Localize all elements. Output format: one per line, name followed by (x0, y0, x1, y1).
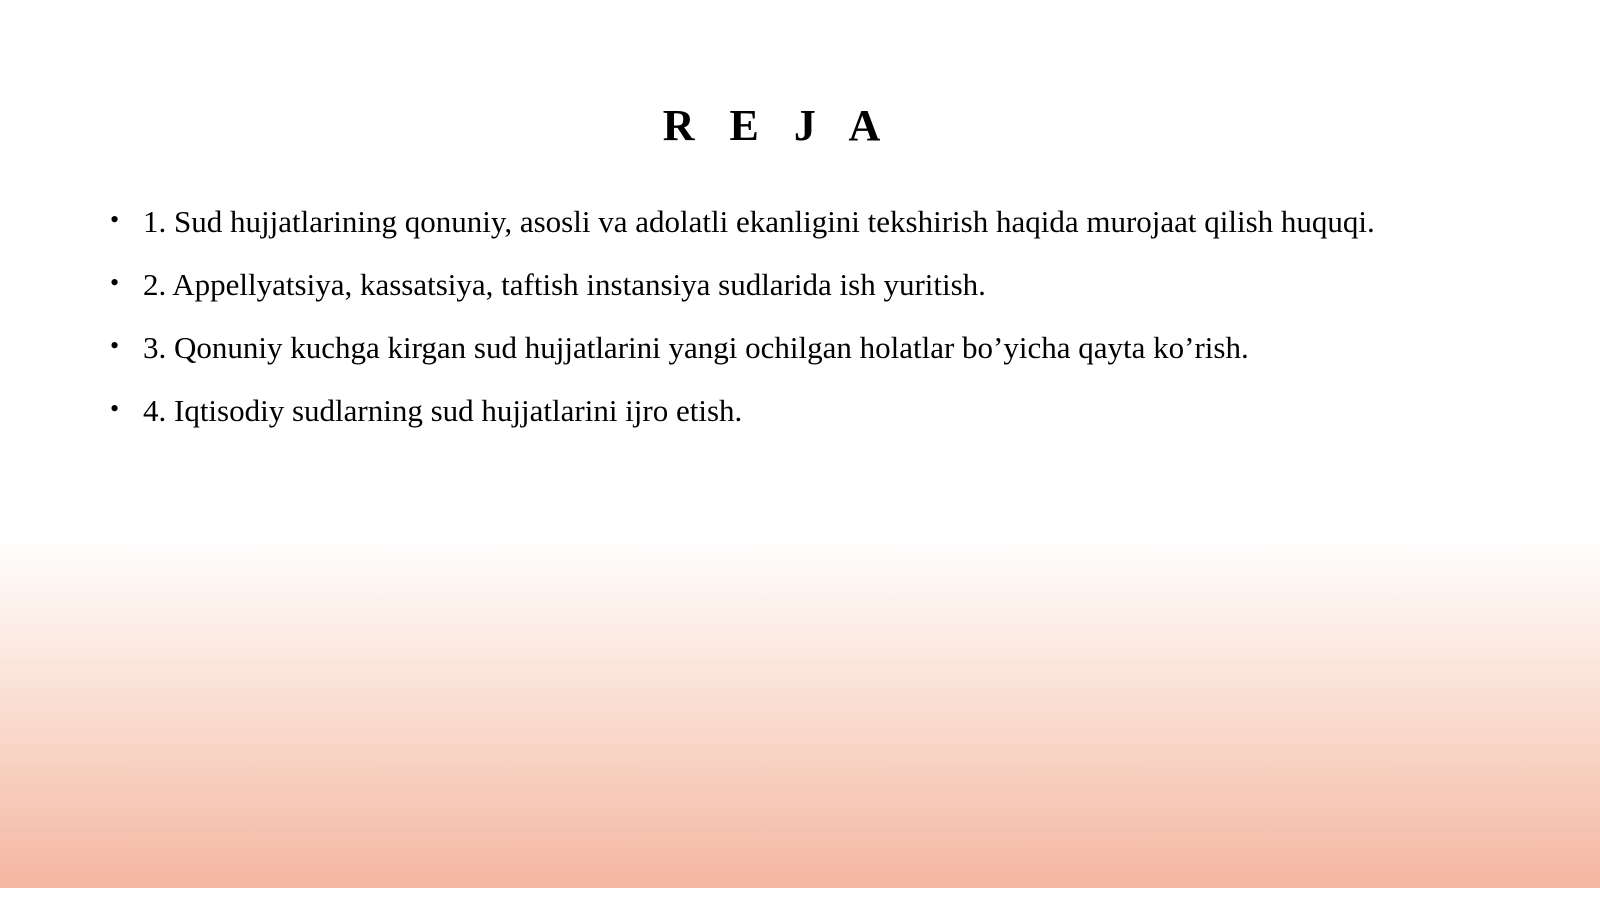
bullet-icon: • (110, 268, 120, 297)
list-item (110, 261, 1410, 309)
bullet-icon: • (110, 331, 120, 360)
list-item-text: 4. Iqtisodiy sudlarning sud hujjatlarini ijro etish. (143, 393, 743, 428)
plan-list (110, 198, 1410, 450)
list-item (110, 324, 1410, 372)
bottom-band (0, 888, 1600, 899)
list-item-text: 3. Qonuniy kuchga kirgan sud hujjatlarini yangi ochilgan holatlar bo’yicha qayta ko’rish. (143, 330, 1249, 365)
bullet-icon: • (110, 205, 120, 234)
slide-title: R E J A (662, 101, 893, 150)
bullet-icon: • (110, 394, 120, 423)
list-item (110, 198, 1410, 246)
list-item-text: 2. Appellyatsiya, kassatsiya, taftish instansiya sudlarida ish yuritish. (143, 267, 986, 302)
list-item-text: 1. Sud hujjatlarining qonuniy, asosli va adolatli ekanligini tekshirish haqida murojaat qilish huquqi. (143, 204, 1375, 239)
list-item (110, 387, 1410, 435)
